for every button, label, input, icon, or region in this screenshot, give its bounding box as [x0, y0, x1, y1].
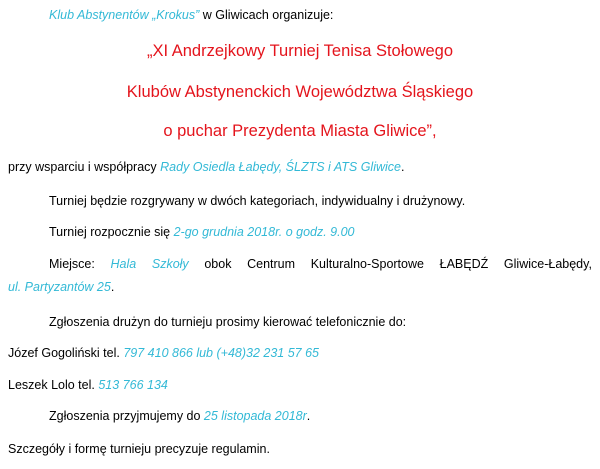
contact-name: Leszek Lolo tel. — [8, 378, 99, 392]
venue-word-3: Kulturalno-Sportowe — [310, 257, 424, 271]
start-date: 2-go grudnia 2018r. o godz. 9.00 — [173, 225, 355, 239]
title-line-2: Klubów Abstynenckich Województwa Śląskiego — [126, 83, 474, 101]
contact-name: Józef Gogoliński tel. — [8, 346, 124, 360]
rules-line: Szczegóły i formę turnieju precyzuje regulamin. — [8, 442, 270, 456]
contact-row — [8, 346, 319, 360]
venue-word-4: ŁABĘDŹ — [439, 257, 489, 271]
venue-word-5: Gliwice-Łabędy, — [503, 257, 592, 271]
deadline-date: 25 listopada 2018r — [203, 409, 307, 423]
contact-phone-link[interactable]: 513 766 134 — [98, 378, 168, 392]
title-line-1: „XI Andrzejkowy Turniej Tenisa Stołowego — [146, 42, 454, 60]
support-line — [8, 160, 404, 174]
registration-line: Zgłoszenia drużyn do turnieju prosimy kierować telefonicznie do: — [49, 315, 407, 329]
contact-phone-link[interactable]: 797 410 866 lub (+48)32 231 57 65 — [123, 346, 319, 360]
venue-place: Hala Szkoły — [110, 257, 189, 271]
club-name: Klub Abstynentów „Krokus” — [49, 8, 200, 22]
venue-address-line — [8, 280, 114, 294]
venue-word-2: Centrum — [247, 257, 296, 271]
venue-address: ul. Partyzantów 25 — [8, 280, 111, 294]
contact-row — [8, 378, 168, 392]
venue-label: Miejsce: — [49, 257, 95, 271]
deadline-suffix: . — [306, 409, 311, 423]
intro-line — [49, 8, 333, 22]
support-prefix: przy wsparciu i współpracy — [8, 160, 161, 174]
title-line-3: o puchar Prezydenta Miasta Gliwice”, — [163, 122, 437, 140]
support-suffix: . — [400, 160, 405, 174]
partners-text: Rady Osiedla Łabędy, ŚLZTS i ATS Gliwice — [160, 160, 401, 174]
start-prefix: Turniej rozpocznie się — [49, 225, 174, 239]
venue-word-1: obok — [204, 257, 232, 271]
start-line — [49, 225, 355, 239]
categories-line: Turniej będzie rozgrywany w dwóch kategoriach, indywidualny i drużynowy. — [49, 194, 466, 208]
venue-line — [49, 257, 592, 271]
deadline-prefix: Zgłoszenia przyjmujemy do — [49, 409, 204, 423]
venue-address-suffix: . — [110, 280, 115, 294]
deadline-line — [49, 409, 310, 423]
intro-text: w Gliwicach organizuje: — [199, 8, 334, 22]
